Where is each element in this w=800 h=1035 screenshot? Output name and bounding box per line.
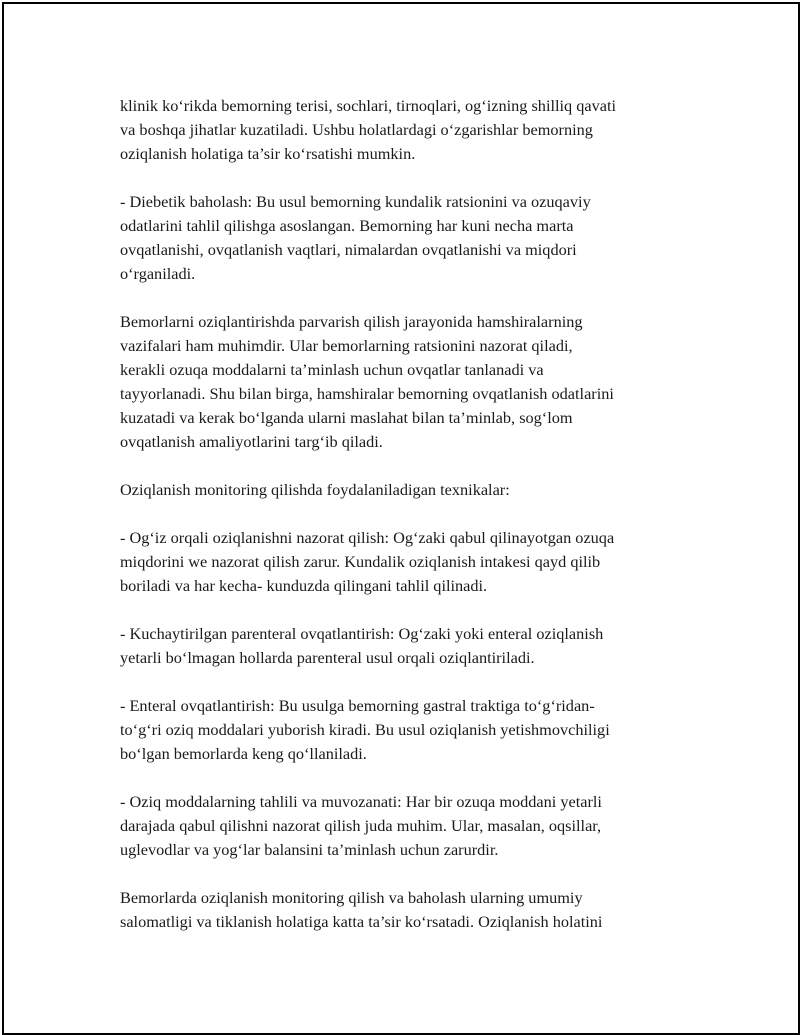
text-line: uglevodlar va yog‘lar balansini ta’minlash uchun zarurdir. <box>120 840 499 859</box>
text-line: - Enteral ovqatlantirish: Bu usulga bemorning gastral traktiga to‘g‘ridan- <box>120 696 595 715</box>
text-line: Oziqlanish monitoring qilishda foydalaniladigan texnikalar: <box>120 480 510 499</box>
text-line: odatlarini tahlil qilishga asoslangan. Bemorning har kuni necha marta <box>120 216 574 235</box>
text-line: yetarli bo‘lmagan hollarda parenteral usul orqali oziqlantiriladi. <box>120 648 535 667</box>
document-body <box>120 94 700 958</box>
paragraph-nutrient-balance <box>120 790 700 862</box>
text-line: - Diebetik baholash: Bu usul bemorning kundalik ratsionini va ozuqaviy <box>120 192 591 211</box>
paragraph-nurse-duties <box>120 310 700 454</box>
text-line: va boshqa jihatlar kuzatiladi. Ushbu holatlardagi o‘zgarishlar bemorning <box>120 120 593 139</box>
paragraph-dietary-assessment <box>120 190 700 286</box>
text-line: klinik ko‘rikda bemorning terisi, sochlari, tirnoqlari, og‘izning shilliq qavati <box>120 96 617 115</box>
text-line: tayyorlanadi. Shu bilan birga, hamshiralar bemorning ovqatlanish odatlarini <box>120 384 614 403</box>
text-line: vazifalari ham muhimdir. Ular bemorlarning ratsionini nazorat qiladi, <box>120 336 573 355</box>
text-line: o‘rganiladi. <box>120 264 196 283</box>
text-line: bo‘lgan bemorlarda keng qo‘llaniladi. <box>120 744 367 763</box>
text-line: salomatligi va tiklanish holatiga katta ta’sir ko‘rsatadi. Oziqlanish holatini <box>120 912 603 931</box>
text-line: darajada qabul qilishni nazorat qilish juda muhim. Ular, masalan, oqsillar, <box>120 816 602 835</box>
paragraph-conclusion <box>120 886 700 934</box>
paragraph-parenteral-feeding <box>120 622 700 670</box>
text-line: Bemorlarda oziqlanish monitoring qilish va baholash ularning umumiy <box>120 888 583 907</box>
paragraph-techniques-heading <box>120 478 700 502</box>
text-line: - Og‘iz orqali oziqlanishni nazorat qilish: Og‘zaki qabul qilinayotgan ozuqa <box>120 528 615 547</box>
paragraph-enteral-feeding <box>120 694 700 766</box>
text-line: boriladi va har kecha- kunduzda qilingani tahlil qilinadi. <box>120 576 488 595</box>
text-line: - Kuchaytirilgan parenteral ovqatlantirish: Og‘zaki yoki enteral oziqlanish <box>120 624 604 643</box>
text-line: ovqatlanish amaliyotlarini targ‘ib qiladi. <box>120 432 383 451</box>
text-line: kerakli ozuqa moddalarni ta’minlash uchun ovqatlar tanlanadi va <box>120 360 544 379</box>
paragraph-oral-feeding <box>120 526 700 598</box>
paragraph-clinical-exam <box>120 94 700 166</box>
text-line: Bemorlarni oziqlantirishda parvarish qilish jarayonida hamshiralarning <box>120 312 583 331</box>
text-line: oziqlanish holatiga ta’sir ko‘rsatishi mumkin. <box>120 144 416 163</box>
text-line: miqdorini we nazorat qilish zarur. Kundalik oziqlanish intakesi qayd qilib <box>120 552 601 571</box>
page-frame <box>2 2 800 1035</box>
text-line: ovqatlanishi, ovqatlanish vaqtlari, nimalardan ovqatlanishi va miqdori <box>120 240 577 259</box>
text-line: to‘g‘ri oziq moddalari yuborish kiradi. Bu usul oziqlanish yetishmovchiligi <box>120 720 610 739</box>
text-line: - Oziq moddalarning tahlili va muvozanati: Har bir ozuqa moddani yetarli <box>120 792 602 811</box>
text-line: kuzatadi va kerak bo‘lganda ularni maslahat bilan ta’minlab, sog‘lom <box>120 408 573 427</box>
